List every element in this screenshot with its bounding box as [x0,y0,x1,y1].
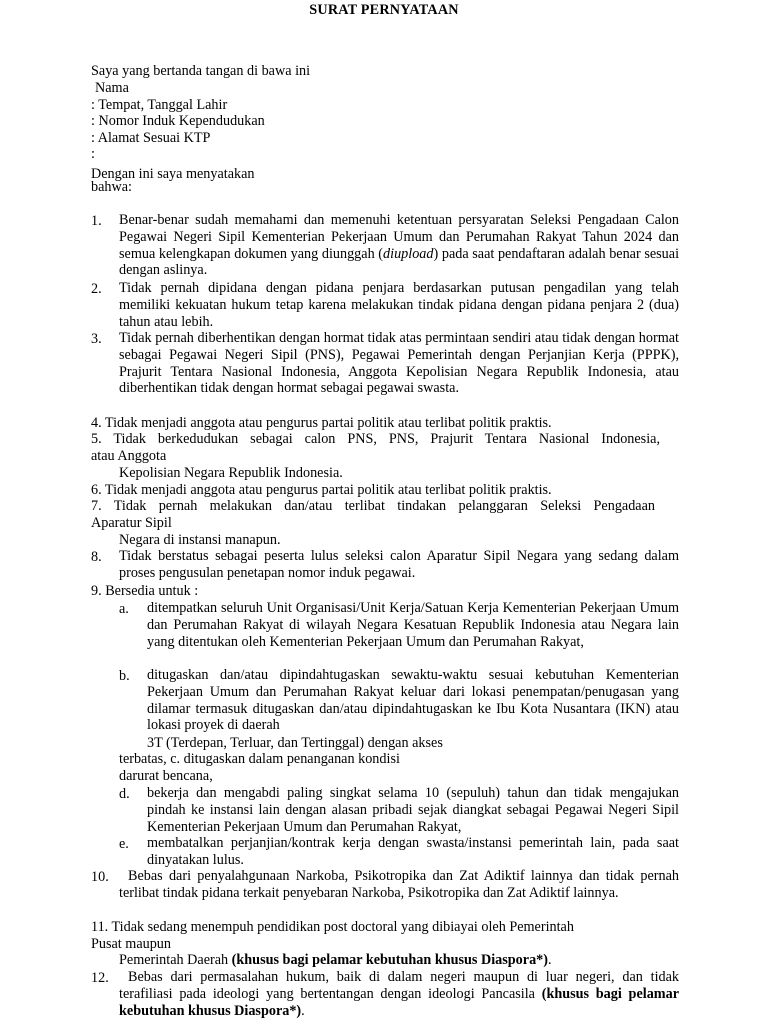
declaration-line: Dengan ini saya menyatakan [91,166,255,182]
subitem-b: ditugaskan dan/atau dipindahtugaskan sewaktu-waktu sesuai kebutuhan Kementerian Pekerjaan Umum dan Perumahan Rakyat keluar dari lokasi penempatan/penugasan yang dilamar termasuk ditugaskan dan/atau dipindahtugaskan ke Ibu Kota Nusantara (IKN) atau lokasi proyek di daerah [147,667,679,734]
field-colon: : [91,146,95,162]
subitem-letter: a. [119,601,129,617]
list-item-9: 9. Bersedia untuk : [91,583,199,599]
field-birth: : Tempat, Tanggal Lahir [91,97,228,113]
list-item-7-cont: Negara di instansi manapun. [119,532,281,548]
list-item-5: 5. Tidak berkedudukan sebagai calon PNS, PNS, Prajurit Tentara Nasional Indonesia, [91,431,660,447]
subitem-b-cont: darurat bencana, [119,768,213,784]
list-item-7: 7. Tidak pernah melakukan dan/atau terlibat tindakan pelanggaran Seleksi Pengadaan [91,498,655,514]
item-emphasis: diupload [383,245,434,262]
subitem-a: ditempatkan seluruh Unit Organisasi/Unit Kerja/Satuan Kerja Kementerian Pekerjaan Umum dan Perumahan Rakyat di wilayah Negara Kesatuan Republik Indonesia atau Negara lain yang ditentukan oleh Kementerian Pekerjaan Umum dan Perumahan Rakyat, [147,600,679,650]
item-number: 8. [91,549,102,565]
item-text: Bebas dari permasalahan hukum, baik di dalam negeri maupun di luar negeri, dan tidak terafiliasi pada ideologi yang bertentangan dengan ideologi Pancasila [119,969,679,1002]
item-bold-note: (khusus bagi pelamar kebutuhan khusus Diaspora*) [231,952,548,968]
list-item-5-cont: atau Anggota [91,448,167,464]
intro-line: Saya yang bertanda tangan di bawa ini [91,63,311,79]
item-text: Pemerintah Daerah [119,952,232,968]
item-number: 10. [91,869,109,885]
list-item-5-cont: Kepolisian Negara Republik Indonesia. [119,465,343,481]
subitem-d: bekerja dan mengabdi paling singkat selama 10 (sepuluh) tahun dan tidak mengajukan pindah ke instansi lain dengan alasan pribadi sejak diangkat sebagai Pegawai Negeri Sipil Kementerian Pekerjaan Umum dan Perumahan Rakyat, [147,785,679,835]
list-item-11-cont: Pusat maupun [91,936,171,952]
subitem-e: membatalkan perjanjian/kontrak kerja dengan swasta/instansi pemerintah lain, pada saat dinyatakan lulus. [147,835,679,868]
item-number: 12. [91,970,109,986]
item-text: . [548,952,552,968]
page-title: SURAT PERNYATAAN [309,2,459,18]
field-address: : Alamat Sesuai KTP [91,130,211,146]
list-item-11-cont [119,952,552,968]
list-item-4: 4. Tidak menjadi anggota atau pengurus partai politik atau terlibat politik praktis. [91,415,552,431]
item-text: . [301,1002,305,1019]
list-item-8: Tidak berstatus sebagai peserta lulus seleksi calon Aparatur Sipil Negara yang sedang dalam proses pengusulan penetapan nomor induk pegawai. [119,548,679,581]
subitem-letter: e. [119,836,129,852]
item-text: Benar-benar sudah memahami dan memenuhi ketentuan persyaratan Seleksi Pengadaan Calon Pegawai Negeri Sipil Kementerian Pekerjaan Umum dan Perumahan Rakyat Tahun 2024 dan semua kelengkapan dokumen yang diunggah ( [119,212,679,262]
list-item-11: 11. Tidak sedang menempuh pendidikan post doctoral yang dibiayai oleh Pemerintah [91,919,574,935]
list-item-3: Tidak pernah diberhentikan dengan hormat tidak atas permintaan sendiri atau tidak dengan hormat sebagai Pegawai Negeri Sipil (PNS), Pegawai Pemerintah dengan Perjanjian Kerja (PPPK), Prajurit Tentara Nasional Indonesia, Anggota Kepolisian Negara Republik Indonesia, atau diberhentikan tidak dengan hormat sebagai pegawai swasta. [119,330,679,397]
item-text: ) pada saat pendaftaran adalah benar sesuai dengan aslinya. [119,245,680,279]
list-item-6: 6. Tidak menjadi anggota atau pengurus partai politik atau terlibat politik praktis. [91,482,552,498]
subitem-b-cont: 3T (Terdepan, Terluar, dan Tertinggal) dengan akses [147,735,443,751]
subitem-letter: d. [119,786,130,802]
field-name: Nama [95,80,129,96]
subitem-letter: b. [119,668,130,684]
declaration-line-2: bahwa: [91,179,132,195]
list-item-7-cont: Aparatur Sipil [91,515,172,531]
list-item-2: Tidak pernah dipidana dengan pidana penjara berdasarkan putusan pengadilan yang telah memiliki kekuatan hukum tetap karena melakukan tindak pidana dengan pidana penjara 2 (dua) tahun atau lebih. [119,280,679,330]
item-bold-note: (khusus bagi pelamar kebutuhan khusus Diaspora*) [119,985,679,1019]
field-nik: : Nomor Induk Kependudukan [91,113,265,129]
subitem-b-cont: terbatas, c. ditugaskan dalam penanganan kondisi [119,751,400,767]
list-item-12 [119,969,679,1019]
item-number: 1. [91,213,102,229]
list-item-1 [119,212,679,279]
item-number: 3. [91,331,102,347]
list-item-10: Bebas dari penyalahgunaan Narkoba, Psikotropika dan Zat Adiktif lainnya dan tidak pernah terlibat tindak pidana terkait penyebaran Narkoba, Psikotropika dan Zat Adiktif lainnya. [119,868,679,901]
item-number: 2. [91,281,102,297]
